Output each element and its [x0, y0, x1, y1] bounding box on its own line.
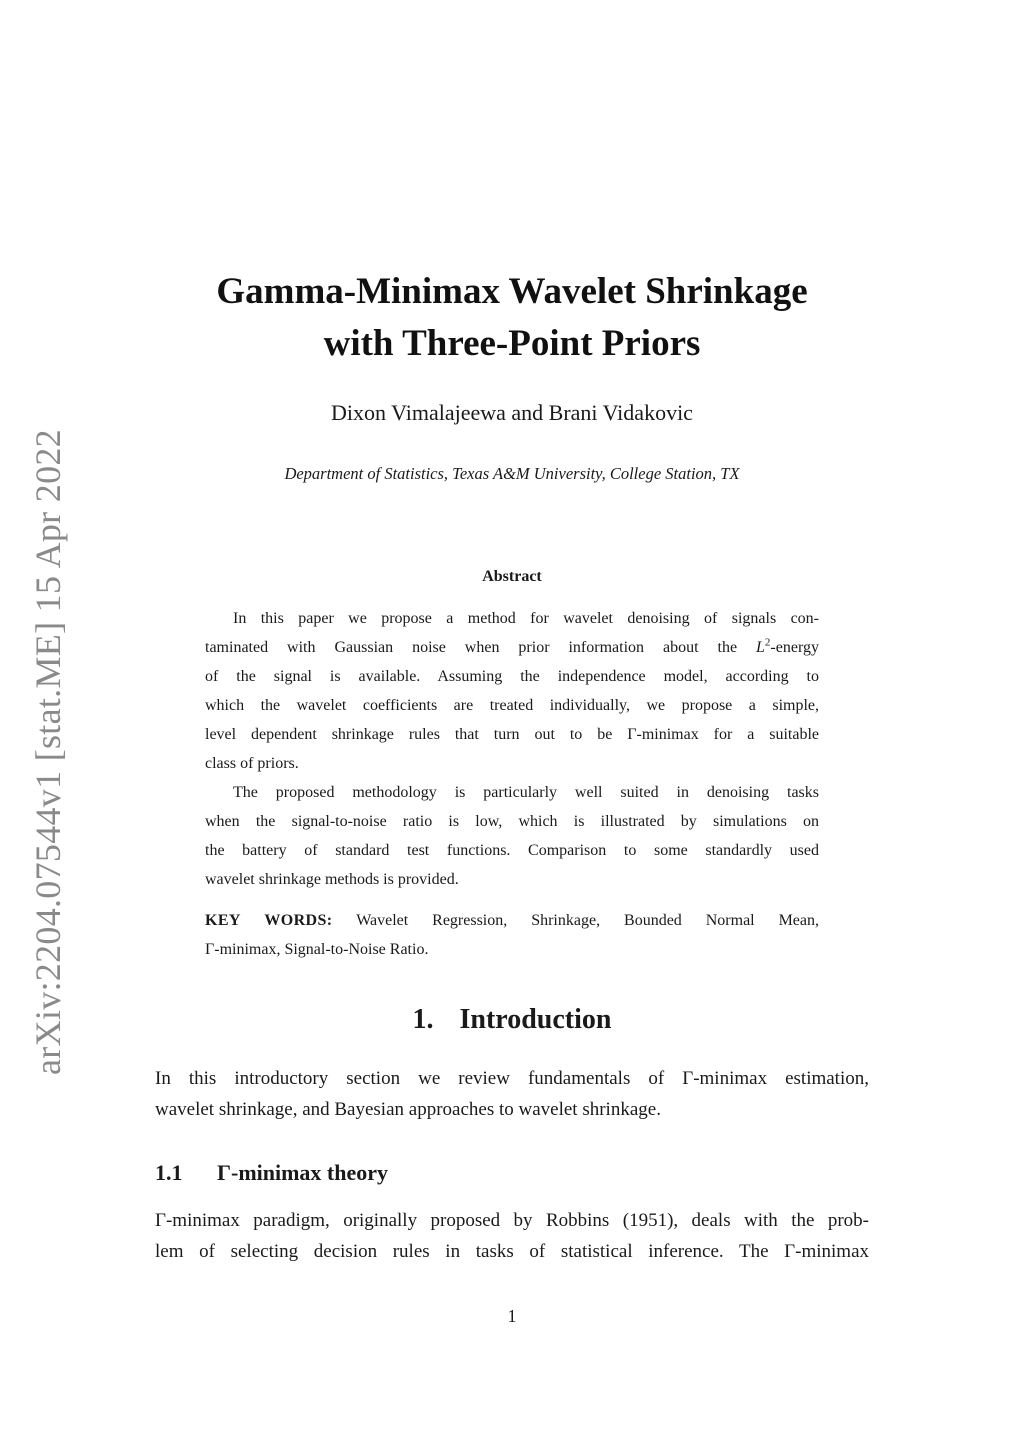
- abstract-heading: Abstract: [482, 568, 542, 585]
- subsection-title: Γ-minimax theory: [217, 1160, 389, 1185]
- page-number: 1: [507, 1306, 517, 1326]
- paper-title: [0, 266, 1024, 370]
- body-line: wavelet shrinkage, and Bayesian approaches to wavelet shrinkage.: [155, 1099, 661, 1120]
- subsection-heading-gamma-minimax: [155, 1160, 388, 1186]
- keywords: [205, 906, 819, 964]
- section-number: 1.: [412, 1004, 434, 1035]
- keywords-line: Γ-minimax, Signal-to-Noise Ratio.: [205, 941, 429, 958]
- abstract-line: level dependent shrinkage rules that turn out to be Γ-minimax for a suitable: [205, 726, 819, 743]
- abstract-line: taminated with Gaussian noise when prior information about the $L^2$-energy: [205, 636, 819, 656]
- author-list: Dixon Vimalajeewa and Brani Vidakovic: [331, 400, 693, 425]
- abstract-line: when the signal-to-noise ratio is low, which is illustrated by simulations on: [205, 813, 819, 830]
- body-line: lem of selecting decision rules in tasks of statistical inference. The Γ-minimax: [155, 1241, 869, 1262]
- body-line: In this introductory section we review fundamentals of Γ-minimax estimation,: [155, 1068, 869, 1089]
- keywords-line: KEY WORDS: Wavelet Regression, Shrinkage, Bounded Normal Mean,: [205, 912, 820, 929]
- abstract-line: class of priors.: [205, 755, 299, 772]
- title-line-1: Gamma-Minimax Wavelet Shrinkage: [216, 271, 808, 312]
- section-heading-introduction: [0, 1004, 1024, 1036]
- abstract-line: of the signal is available. Assuming the independence model, according to: [205, 668, 819, 685]
- abstract-line: which the wavelet coefficients are treated individually, we propose a simple,: [205, 697, 819, 714]
- title-line-2: with Three-Point Priors: [323, 323, 701, 364]
- arxiv-identifier: arXiv:2204.07544v1 [stat.ME] 15 Apr 2022: [28, 429, 68, 1075]
- section-title: Introduction: [459, 1004, 612, 1035]
- abstract-paragraph-1: [205, 604, 819, 778]
- body-line: Γ-minimax paradigm, originally proposed by Robbins (1951), deals with the prob-: [155, 1210, 869, 1231]
- abstract-line: wavelet shrinkage methods is provided.: [205, 871, 459, 888]
- abstract-line: In this paper we propose a method for wavelet denoising of signals con-: [233, 610, 819, 627]
- keywords-label: KEY WORDS:: [205, 912, 333, 929]
- abstract-paragraph-2: [205, 778, 819, 894]
- introduction-paragraph: [155, 1063, 869, 1125]
- gamma-minimax-paragraph: [155, 1205, 869, 1267]
- affiliation: Department of Statistics, Texas A&M University, College Station, TX: [284, 464, 740, 483]
- abstract-line: The proposed methodology is particularly well suited in denoising tasks: [233, 784, 819, 801]
- subsection-number: 1.1: [155, 1160, 183, 1185]
- abstract-line: the battery of standard test functions. Comparison to some standardly used: [205, 842, 819, 859]
